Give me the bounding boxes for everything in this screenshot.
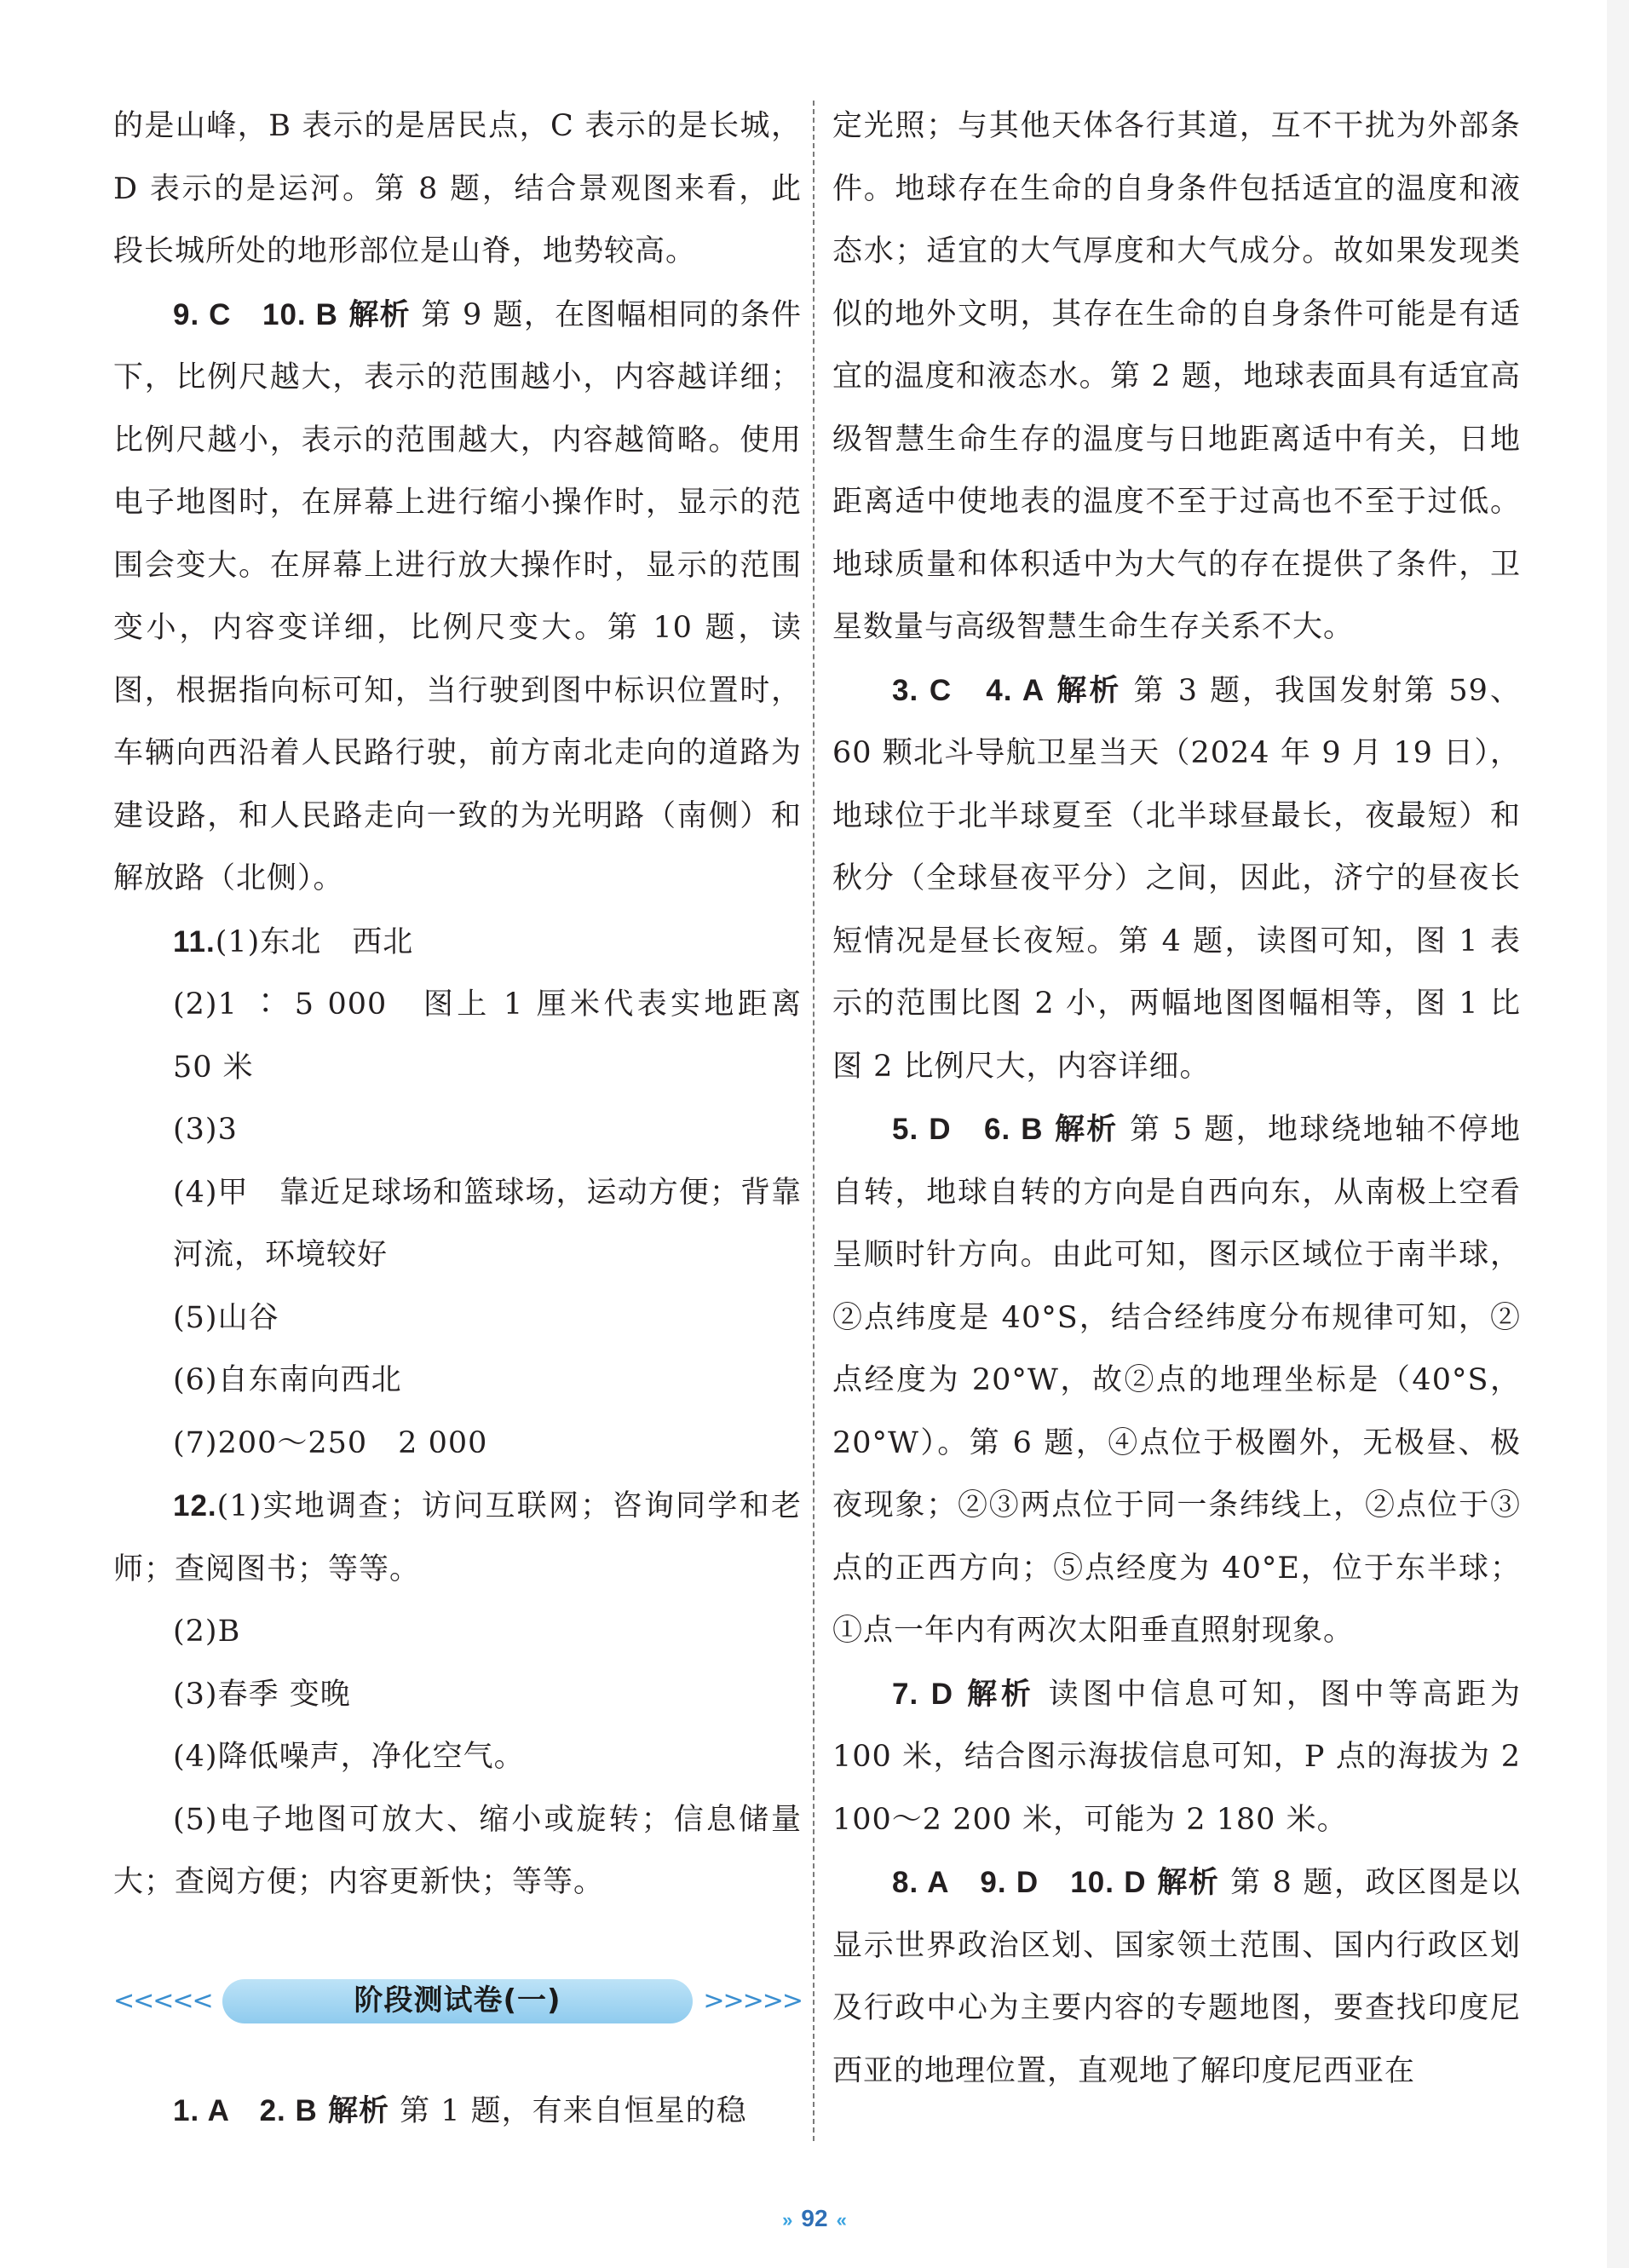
answer-block-7 — [832, 1663, 1521, 1852]
answer-11-line — [113, 911, 802, 975]
double-arrow-right-icon: » — [782, 2209, 793, 2231]
answer-item: (2)1 ∶ 5 000 图上 1 厘米代表实地距离 50 米 — [173, 987, 802, 1085]
chevron-left-icon: <<<<< — [113, 1985, 212, 2016]
analysis-label: 解析 — [327, 2093, 389, 2128]
page-number-footer — [0, 2205, 1629, 2232]
paragraph-continued: 定光照；与其他天体各行其道，互不干扰为外部条件。地球存在生命的自身条件包括适宜的温度和液态水；适宜的大气厚度和大气成分。故如果发现类似的地外文明，其存在生命的自身条件可能是有适宜的温度和液态水。第 2 题，地球表面具有适宜高级智慧生命生存的温度与日地距离适中有关，日地距离适中使地表的温度不至于过高也不至于过低。地球质量和体积适中为大气的存在提供了条件，卫星数量与高级智慧生命生存关系不大。 — [832, 109, 1521, 644]
answer-key: 9. C 10. B — [173, 297, 338, 331]
answer-item: (3)春季 变晚 — [173, 1677, 351, 1712]
answer-12-line — [113, 1475, 802, 1601]
answer-block-1-2 — [113, 2080, 802, 2144]
analysis-text: 读图中信息可知，图中等高距为 100 米，结合图示海拔信息可知，P 点的海拔为 2 100～2 200 米，可能为 2 180 米。 — [832, 1677, 1521, 1837]
answer-block-5-6 — [832, 1098, 1521, 1663]
page-edge-shade — [1607, 0, 1629, 2268]
analysis-label: 解析 — [1054, 1113, 1119, 1147]
page-number: 92 — [801, 2205, 828, 2231]
analysis-text: 第 3 题，我国发射第 59、60 颗北斗导航卫星当天（2024 年 9 月 19 日），地球位于北半球夏至（北半球昼最长，夜最短）和秋分（全球昼夜平分）之间，因此，济宁的昼夜长短情况是昼长夜短。第 4 题，读图可知，图 1 表示的范围比图 2 小，两幅地图图幅相等，图 1 比图 2 比例尺大，内容详细。 — [832, 673, 1521, 1084]
question-number: 11. — [173, 924, 216, 958]
answer-block-11 — [113, 911, 802, 1476]
answer-key: 5. D 6. B — [892, 1113, 1044, 1146]
answer-item: (2)B — [173, 1615, 241, 1649]
answer-key: 1. A 2. B — [173, 2093, 318, 2127]
column-divider — [813, 101, 814, 2141]
analysis-text: 第 1 题，有来自恒星的稳 — [400, 2093, 747, 2128]
analysis-text: 第 5 题，地球绕地轴不停地自转，地球自转的方向是自西向东，从南极上空看呈顺时针方向。由此可知，图示区域位于南半球，②点纬度是 40°S，结合经纬度分布规律可知，②点经度为 20°W，故②点的地理坐标是（40°S，20°W）。第 6 题，④点位于极圈外，无极昼、极夜现象；②③两点位于同一条纬线上，②点位于③点的正西方向；⑤点经度为 40°E，位于东半球；①点一年内有两次太阳垂直照射现象。 — [832, 1113, 1521, 1648]
answer-block-12 — [113, 1475, 802, 1914]
answer-item: (7)200～250 2 000 — [173, 1425, 488, 1460]
answer-item: (5)电子地图可放大、缩小或旋转；信息储量大；查阅方便；内容更新快；等等。 — [113, 1802, 802, 1899]
answer-item: (4)降低噪声，净化空气。 — [173, 1740, 525, 1774]
answer-key: 7. D — [892, 1677, 954, 1711]
question-number: 12. — [173, 1489, 217, 1523]
answer-item: (1)东北 西北 — [215, 924, 414, 959]
double-arrow-left-icon: « — [836, 2209, 847, 2231]
answer-block-8-10 — [832, 1851, 1521, 2103]
answer-item: (4)甲 靠近足球场和篮球场，运动方便；背靠河流，环境较好 — [173, 1175, 802, 1272]
answer-block-3-4 — [832, 659, 1521, 1099]
answer-key: 3. C 4. A — [892, 673, 1045, 707]
right-column — [832, 95, 1521, 2103]
analysis-text: 第 8 题，政区图是以显示世界政治区划、国家领土范围、国内行政区划及行政中心为主要内容的专题地图，要查找印度尼西亚的地理位置，直观地了解印度尼西亚在 — [832, 1866, 1521, 2088]
left-column — [113, 95, 802, 2143]
answer-key: 8. A 9. D 10. D — [892, 1866, 1147, 1899]
answer-item: (3)3 — [173, 1113, 238, 1147]
answer-item: (5)山谷 — [173, 1300, 279, 1335]
analysis-label: 解析 — [1157, 1866, 1220, 1900]
analysis-text: 第 9 题，在图幅相同的条件下，比例尺越大，表示的范围越小，内容越详细；比例尺越小，表示的范围越大，内容越简略。使用电子地图时，在屏幕上进行缩小操作时，显示的范围会变大。在屏幕上进行放大操作时，显示的范围变小，内容变详细，比例尺变大。第 10 题，读图，根据指向标可知，当行驶到图中标识位置时，车辆向西沿着人民路行驶，前方南北走向的道路为建设路，和人民路走向一致的为光明路（南侧）和解放路（北侧）。 — [113, 297, 802, 895]
paragraph-continued: 的是山峰，B 表示的是居民点，C 表示的是长城，D 表示的是运河。第 8 题，结合景观图来看，此段长城所处的地形部位是山脊，地势较高。 — [113, 109, 802, 268]
answer-item: (6)自东南向西北 — [173, 1363, 402, 1397]
answer-item: (1)实地调查；访问互联网；咨询同学和老师；查阅图书；等等。 — [113, 1489, 802, 1586]
answer-block-9-10 — [113, 284, 802, 911]
chevron-right-icon: >>>>> — [703, 1985, 802, 2016]
analysis-label: 解析 — [348, 297, 411, 332]
section-banner — [113, 1977, 802, 2025]
section-title: 阶段测试卷(一) — [222, 1979, 694, 2023]
analysis-label: 解析 — [1056, 673, 1122, 708]
analysis-label: 解析 — [967, 1677, 1035, 1712]
